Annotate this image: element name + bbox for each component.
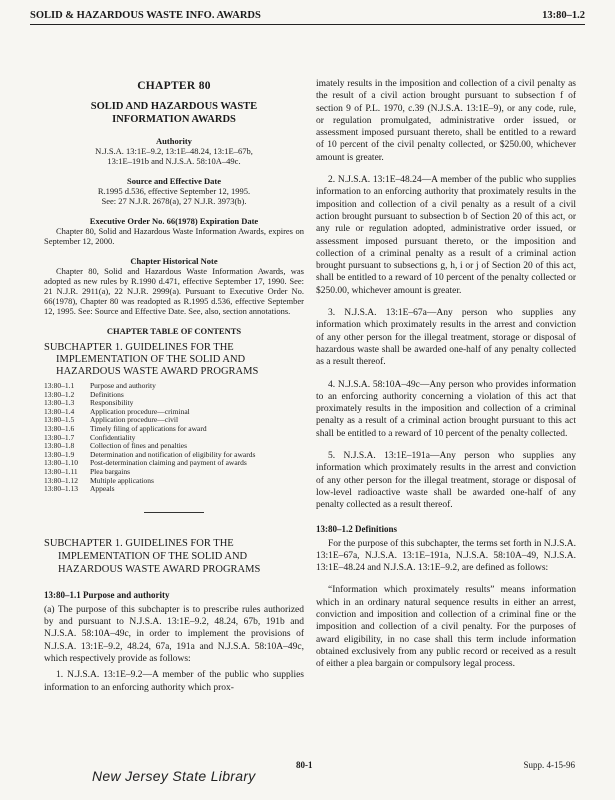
subchapter-title-line: SUBCHAPTER 1. GUIDELINES FOR THE bbox=[44, 537, 234, 549]
section-heading-purpose: 13:80–1.1 Purpose and authority bbox=[44, 589, 170, 600]
toc-section-title: Appeals bbox=[90, 484, 115, 494]
toc-subchapter-title bbox=[44, 342, 304, 378]
subchapter-title-line: IMPLEMENTATION OF THE SOLID AND bbox=[58, 550, 248, 562]
executive-order-text: Chapter 80, Solid and Hazardous Waste Information Awards, expires on September 12, 2000. bbox=[44, 226, 304, 246]
right-column bbox=[316, 80, 576, 670]
toc-section-title: Responsibility bbox=[90, 398, 134, 408]
toc-row bbox=[44, 459, 304, 468]
toc-section-title: Confidentiality bbox=[90, 432, 136, 442]
source-text bbox=[44, 186, 304, 206]
toc-section-title: Purpose and authority bbox=[90, 381, 156, 390]
historical-note-heading: Chapter Historical Note bbox=[130, 256, 218, 266]
toc-subchapter-line: IMPLEMENTATION OF THE SOLID AND bbox=[56, 354, 246, 365]
historical-note-text: Chapter 80, Solid and Hazardous Waste Information Awards, was adopted as new rules by R.1990 d.471, effective September 17, 1990. See: 21 N.J.R. 2911(a), 22 N.J.R. 2999(a). Pursuant to Executive Order No. 66(1978), Chapter 80 was readopted as R.1995 d.536, effective September 12, 1995. See: Source and Effective Date. See, also, section annotations. bbox=[44, 266, 304, 316]
header-section-number: 13:80–1.2 bbox=[542, 10, 585, 21]
section-heading-definitions: 13:80–1.2 Definitions bbox=[316, 523, 397, 534]
running-header bbox=[30, 8, 585, 25]
toc-section-number: 13:80–1.5 bbox=[44, 415, 75, 425]
toc-section-number: 13:80–1.2 bbox=[44, 389, 75, 399]
toc-section-number: 13:80–1.1 bbox=[44, 381, 75, 390]
purpose-paragraph-a: (a) The purpose of this subchapter is to prescribe rules authorized by and pursuant to N.J.S.A. 13:1E–9.2, 48.24, 67b, 191b and N.J.S.A. 58:10A–49c, in order to implement the provisions of N.J.S.A. 13:1E–9.2, 48.24, 67a, 191a and N.J.S.A. 58:10A–49c, which respectively provide as follows: bbox=[44, 604, 304, 664]
table-of-contents bbox=[44, 382, 304, 494]
chapter-title-line: SOLID AND HAZARDOUS WASTE bbox=[90, 101, 258, 112]
toc-row bbox=[44, 391, 304, 400]
purpose-item-1-continued: imately results in the imposition and collection of a civil penalty as the result of a civil action brought pursuant to subsection f of section 9 of P.L. 1970, c.39 (N.J.S.A. 13:1E–9), or any code, rule, or regulation promulgated, administrative order issued, or assessment imposed pursuant thereto, shall be entitled to a reward of 10 percent of the civil penalty collected, or $250.00, whichever amount is greater. bbox=[316, 79, 576, 163]
source-line: See: 27 N.J.R. 2678(a), 27 N.J.R. 3973(b). bbox=[101, 196, 247, 206]
toc-section-title: Definitions bbox=[90, 389, 124, 399]
chapter-title-line: INFORMATION AWARDS bbox=[112, 114, 236, 125]
source-line: R.1995 d.536, effective September 12, 1995. bbox=[97, 186, 251, 196]
library-stamp: New Jersey State Library bbox=[92, 768, 256, 784]
authority-line: N.J.S.A. 13:1E–9.2, 13:1E–48.24, 13:1E–67b, bbox=[95, 146, 253, 156]
toc-heading: CHAPTER TABLE OF CONTENTS bbox=[106, 326, 242, 336]
toc-section-title: Timely filing of applications for award bbox=[90, 423, 207, 433]
toc-section-number: 13:80–1.6 bbox=[44, 423, 75, 433]
purpose-item-1: 1. N.J.S.A. 13:1E–9.2—A member of the public who supplies information to an enforcing authority which prox- bbox=[44, 670, 304, 693]
toc-row bbox=[44, 382, 304, 391]
purpose-item-2: 2. N.J.S.A. 13:1E–48.24—A member of the public who supplies information to an enforcing authority that proximately results in the imposition and collection of a civil penalty as a result of a civil action brought pursuant to subsection b of Section 20 of this act, or any rule or regulation adopted, administrative order issued, or assessment imposed pursuant thereto, or the imposition and collection of a criminal penalty as a result of a criminal action brought pursuant to subsections g, h, i or j of Section 20 of this act, shall be entitled to a reward of 10 percent of the penalty collected or $250.00, whichever amount is greater. bbox=[316, 175, 576, 296]
toc-section-number: 13:80–1.9 bbox=[44, 449, 75, 459]
toc-section-title: Application procedure—civil bbox=[90, 415, 179, 425]
purpose-item-4: 4. N.J.S.A. 58:10A–49c—Any person who provides information to an enforcing authority concerning a violation of this act that proximately results in the imposition and collection of a criminal penalty as a result of a criminal action brought pursuant to this act shall be entitled to a reward of 10 percent of the penalty collected. bbox=[316, 379, 576, 439]
chapter-number: CHAPTER 80 bbox=[137, 80, 211, 92]
toc-row bbox=[44, 425, 304, 434]
left-column bbox=[44, 80, 304, 694]
authority-heading: Authority bbox=[156, 136, 192, 146]
toc-subchapter-line: SUBCHAPTER 1. GUIDELINES FOR THE bbox=[44, 342, 234, 353]
toc-section-title: Multiple applications bbox=[90, 475, 154, 485]
toc-section-number: 13:80–1.11 bbox=[44, 466, 78, 476]
supplement-date: Supp. 4-15-96 bbox=[523, 760, 575, 770]
toc-section-number: 13:80–1.12 bbox=[44, 475, 78, 485]
header-title: SOLID & HAZARDOUS WASTE INFO. AWARDS bbox=[30, 10, 261, 21]
toc-section-title: Determination and notification of eligibility for awards bbox=[90, 449, 256, 459]
toc-section-title: Collection of fines and penalties bbox=[90, 441, 188, 451]
toc-section-title: Application procedure—criminal bbox=[90, 406, 190, 416]
toc-section-title: Post-determination claiming and payment of awards bbox=[90, 458, 247, 468]
subchapter-title bbox=[44, 537, 304, 576]
toc-section-title: Plea bargains bbox=[90, 466, 131, 476]
definitions-intro: For the purpose of this subchapter, the terms set forth in N.J.S.A. 13:1E–67a, N.J.S.A. 13:1E–191a, N.J.S.A. 58:10A–49, N.J.S.A. 13:1E–48.24 and N.J.S.A. 13:1E–9.2, are defined as follows: bbox=[316, 538, 576, 574]
authority-text bbox=[44, 146, 304, 166]
subchapter-title-line: HAZARDOUS WASTE AWARD PROGRAMS bbox=[58, 563, 261, 575]
purpose-item-5: 5. N.J.S.A. 13:1E–191a—Any person who supplies any information which proximately results in the arrest and conviction of any other person for the illegal treatment, storage or disposal of low-level radioactive waste shall be awarded one-half of any penalty collected as a result thereof. bbox=[316, 451, 576, 511]
toc-section-number: 13:80–1.10 bbox=[44, 458, 78, 468]
toc-row bbox=[44, 485, 304, 494]
executive-order-heading: Executive Order No. 66(1978) Expiration Date bbox=[89, 216, 259, 226]
chapter-title bbox=[44, 100, 304, 126]
source-heading: Source and Effective Date bbox=[126, 176, 222, 186]
toc-section-number: 13:80–1.3 bbox=[44, 398, 75, 408]
toc-section-number: 13:80–1.7 bbox=[44, 432, 75, 442]
page-number: 80-1 bbox=[296, 760, 313, 770]
toc-subchapter-line: HAZARDOUS WASTE AWARD PROGRAMS bbox=[56, 366, 259, 377]
toc-row bbox=[44, 477, 304, 486]
purpose-item-3: 3. N.J.S.A. 13:1E–67a—Any person who supplies any information which proximately results in the arrest and conviction of any other person for the illegal treatment, storage or disposal of hazardous waste shall be awarded one-half of any penalty collected as a result thereof. bbox=[316, 308, 576, 368]
toc-section-number: 13:80–1.8 bbox=[44, 441, 75, 451]
authority-line: 13:1E–191b and N.J.S.A. 58:10A–49c. bbox=[107, 156, 241, 166]
toc-section-number: 13:80–1.13 bbox=[44, 484, 78, 494]
toc-section-number: 13:80–1.4 bbox=[44, 406, 75, 416]
section-divider bbox=[144, 512, 204, 513]
toc-row bbox=[44, 468, 304, 477]
definition-proximately-results: “Information which proximately results” means information which in an ordinary natural sequence results in either an arrest, conviction and imposition and collection of a criminal fine or the imposition and collection of a civil penalty. For the purposes of award eligibility, in no case shall this term include information obtained exclusively from any public record or received as a result of either a plea bargain or compulsory legal process. bbox=[316, 585, 576, 670]
